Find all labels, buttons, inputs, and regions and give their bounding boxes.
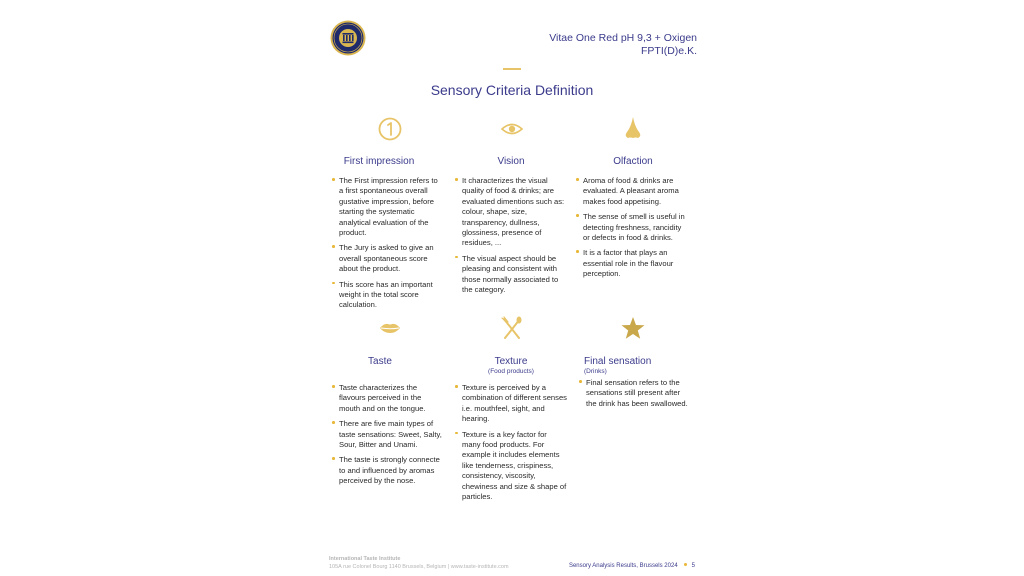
product-line-1: Vitae One Red pH 9,3 + Oxigen: [549, 32, 697, 44]
document-page: [320, 0, 704, 576]
footer-report: [569, 563, 695, 569]
list-item: The Jury is asked to give an overall spontaneous score about the product.: [332, 243, 444, 274]
footer-address: [329, 556, 509, 571]
title-divider: [503, 68, 521, 70]
list-item: The First impression refers to a first spontaneous overall gustative impression, before starting the systematic analytical evaluation of the product.: [332, 176, 444, 238]
nose-icon: [618, 113, 648, 143]
list-item: The taste is strongly connecte to and influenced by aromas perceived by the nose.: [332, 455, 444, 486]
list-item: The visual aspect should be pleasing and consistent with those normally associated to the category.: [455, 254, 567, 296]
product-name: [549, 32, 697, 58]
list-item: Texture is a key factor for many food products. For example it includes elements like tenderness, crispiness, consistency, viscosity, chewiness and size & shape of particles.: [455, 430, 567, 503]
section-title-olfaction: Olfaction: [613, 156, 653, 167]
list-item: Taste characterizes the flavours perceived in the mouth and on the tongue.: [332, 383, 444, 414]
texture-subtitle: (Food products): [488, 368, 534, 375]
section-title-vision: Vision: [497, 156, 525, 167]
taste-bullets: [332, 383, 444, 492]
texture-title: Texture: [494, 356, 528, 367]
page-title: Sensory Criteria Definition: [430, 82, 594, 98]
texture-bullets: [455, 383, 567, 507]
footer-org: International Taste Institute: [329, 556, 401, 562]
section-title-final-sensation: [584, 356, 702, 375]
institute-seal-logo: [330, 20, 366, 56]
section-title-taste: Taste: [368, 356, 392, 367]
footer-address-line: 105A rue Colonel Bourg 1140 Brussels, Belgium | www.taste-institute.com: [329, 563, 509, 570]
eye-icon: [497, 114, 527, 144]
number-one-icon: [375, 114, 405, 144]
footer-report-title: Sensory Analysis Results, Brussels 2024: [568, 563, 678, 569]
section-title-texture: [452, 356, 570, 375]
list-item: This score has an important weight in the total score calculation.: [332, 280, 444, 311]
final-sensation-bullets: [579, 378, 691, 414]
list-item: It is a factor that plays an essential role in the flavour perception.: [576, 248, 688, 279]
final-sensation-subtitle: (Drinks): [584, 368, 607, 375]
page-number: 5: [691, 563, 695, 569]
list-item: Texture is perceived by a combination of different senses i.e. mouthfeel, sight, and hearing.: [455, 383, 567, 425]
product-line-2: FPTI(D)e.K.: [640, 45, 697, 57]
first-impression-bullets: [332, 176, 444, 316]
star-icon: [618, 313, 648, 343]
list-item: There are five main types of taste sensations: Sweet, Salty, Sour, Bitter and Unami.: [332, 419, 444, 450]
dot-icon: [684, 563, 687, 566]
lips-icon: [375, 313, 405, 343]
utensils-icon: [497, 313, 527, 343]
list-item: It characterizes the visual quality of food & drinks; are evaluated dimentions such as: colour, shape, size, transparency, dullness, glossiness, presence of residues, ...: [455, 176, 567, 249]
list-item: Final sensation refers to the sensations still present after the drink has been swallowed.: [579, 378, 691, 409]
vision-bullets: [455, 176, 567, 300]
olfaction-bullets: [576, 176, 688, 285]
list-item: The sense of smell is useful in detecting freshness, rancidity or defects in food & drinks.: [576, 212, 688, 243]
final-sensation-title: Final sensation: [584, 356, 652, 367]
section-title-first-impression: First impression: [343, 156, 415, 167]
list-item: Aroma of food & drinks are evaluated. A pleasant aroma makes food appetising.: [576, 176, 688, 207]
